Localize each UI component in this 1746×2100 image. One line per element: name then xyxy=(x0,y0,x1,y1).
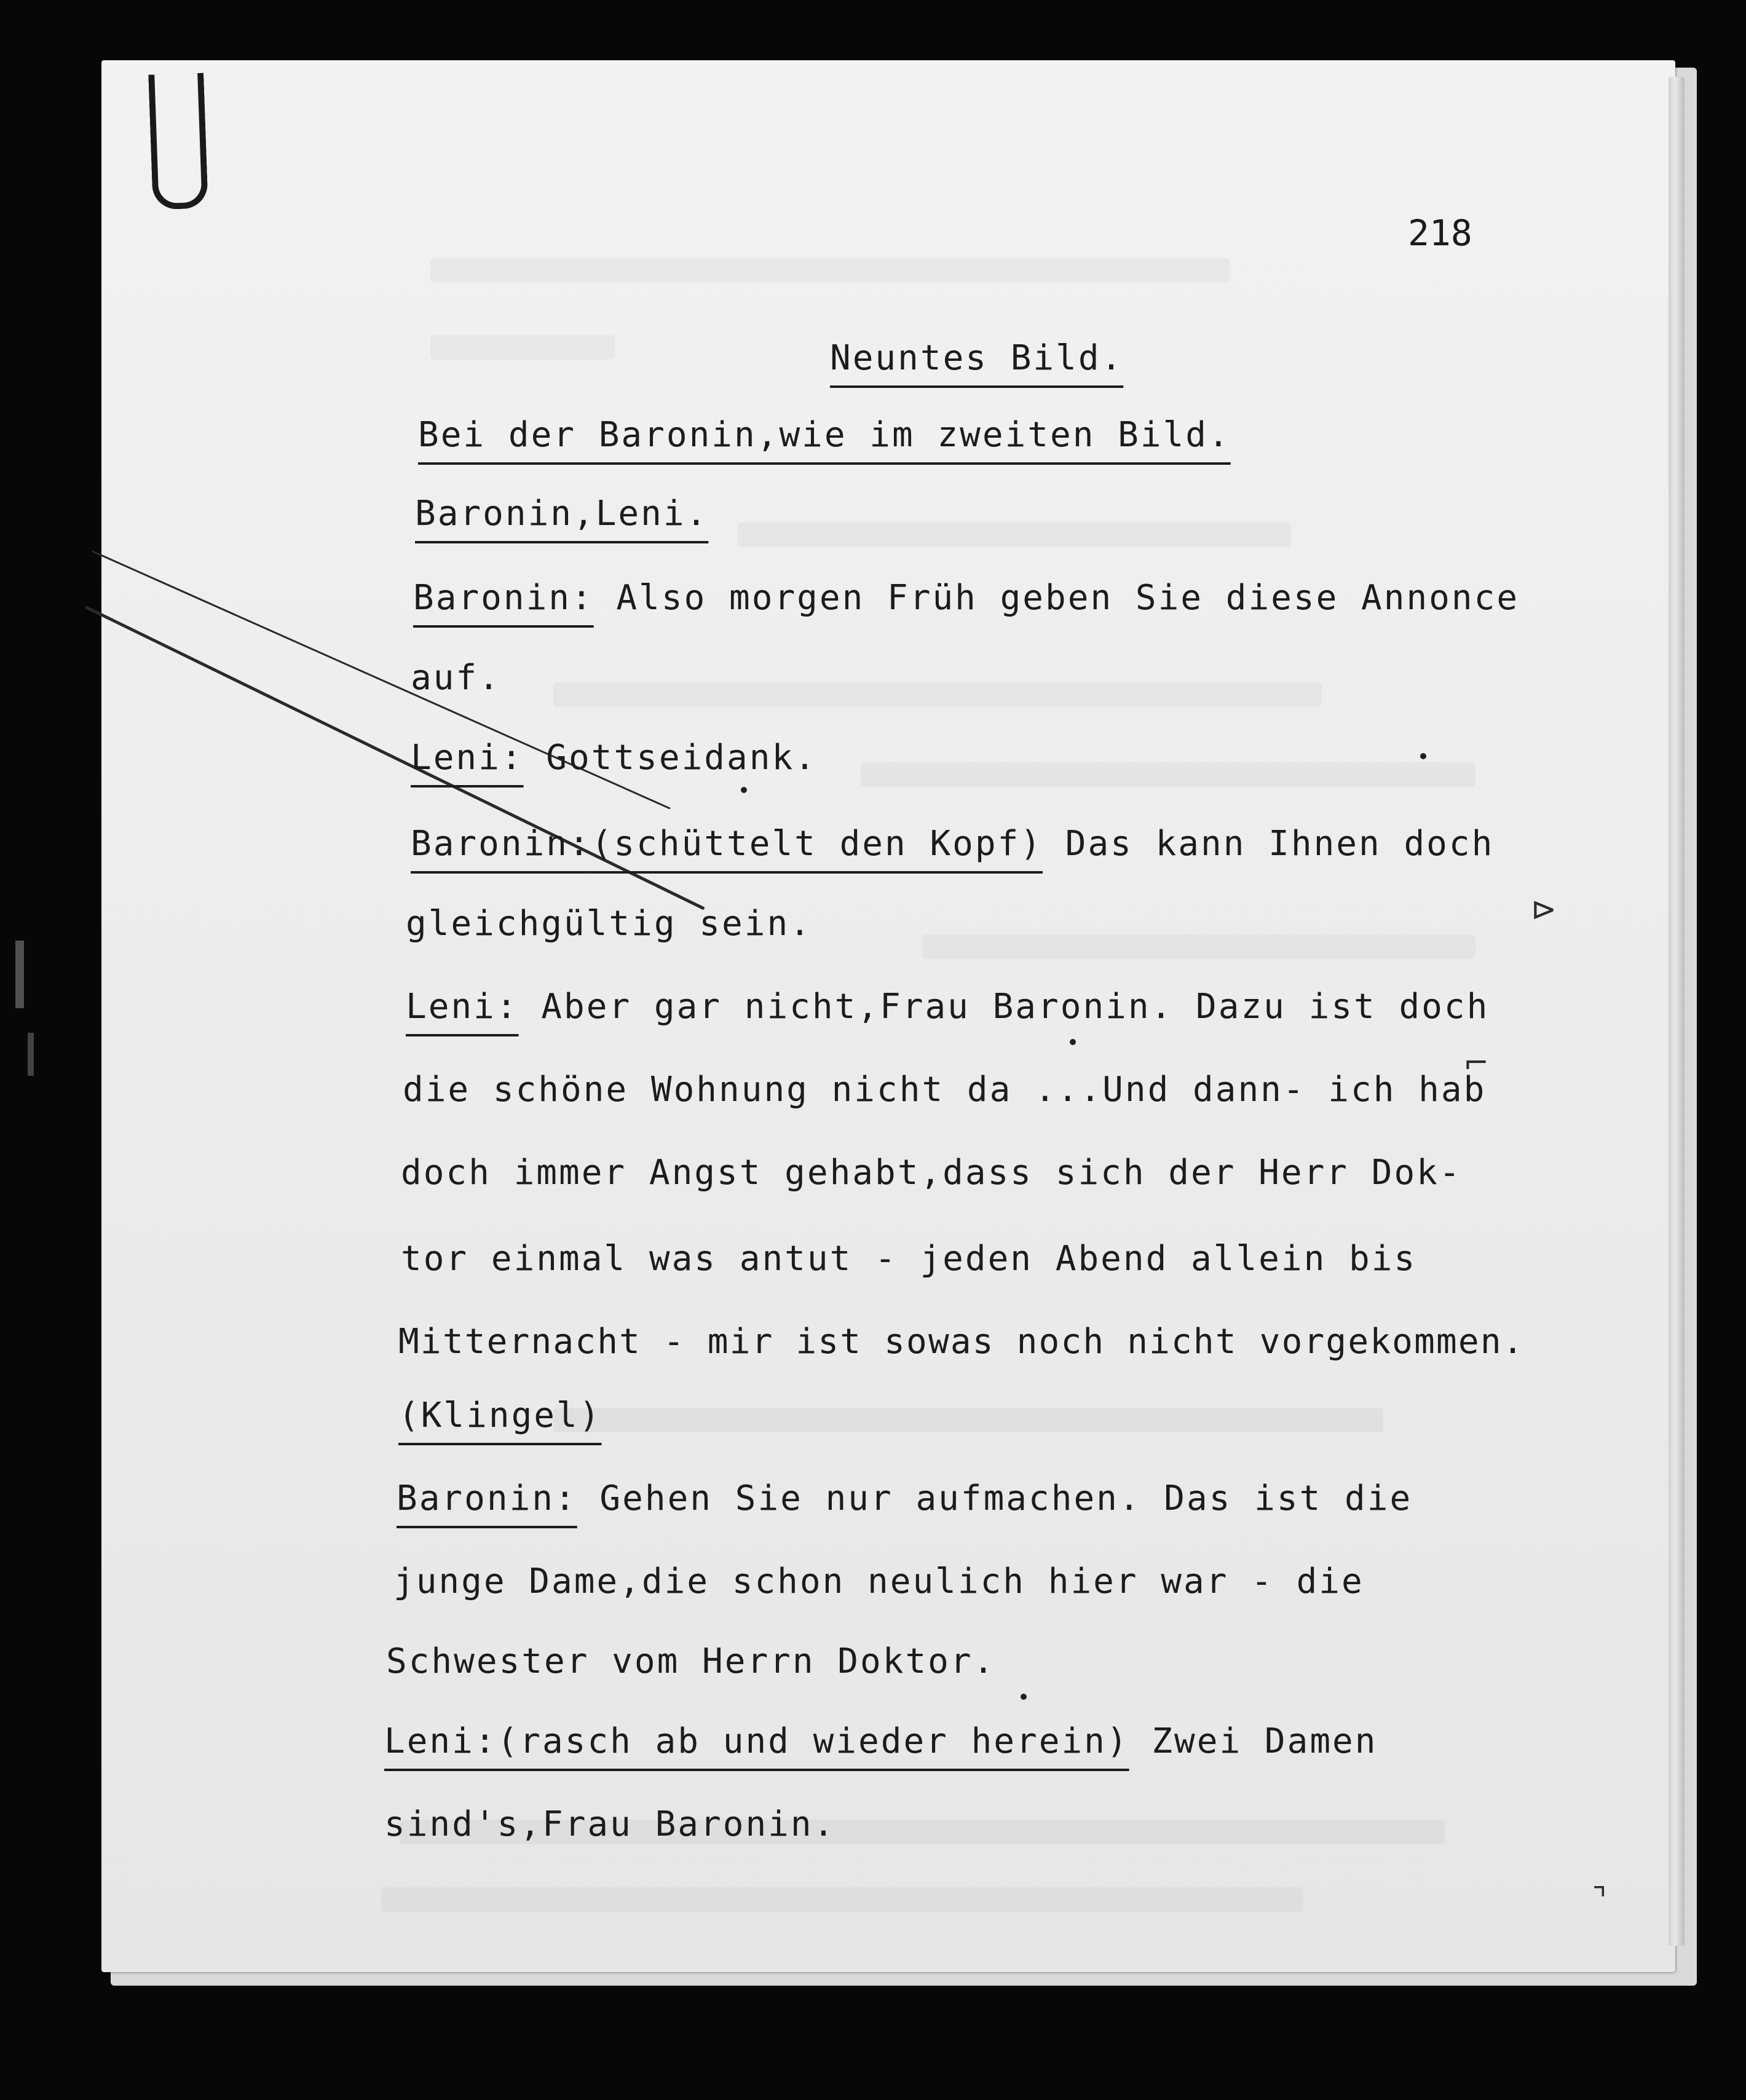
dialogue-text: Also morgen Früh geben Sie diese Annonce xyxy=(593,578,1520,618)
dialogue-text: die schöne Wohnung nicht da ...Und dann- ich hab xyxy=(403,1070,1487,1110)
bleed-through-mark xyxy=(922,934,1475,959)
pencil-hook-mark: ⌝ xyxy=(1592,1881,1607,1917)
dialogue-text: Aber gar nicht,Frau Baronin. Dazu ist doch xyxy=(518,987,1490,1027)
dialogue-line xyxy=(384,1721,1378,1761)
margin-check-mark: ⊳ xyxy=(1531,891,1557,927)
bleed-through-mark xyxy=(861,762,1475,787)
bleed-through-mark xyxy=(381,1887,1303,1912)
speaker-label: Baronin: xyxy=(411,824,591,864)
speaker-label: Leni: xyxy=(411,738,524,778)
ink-dot xyxy=(1420,753,1426,759)
dialogue-text: Das kann Ihnen doch xyxy=(1043,824,1495,864)
dialogue-text: sind's,Frau Baronin. xyxy=(384,1804,836,1844)
stage-direction: (schüttelt den Kopf) xyxy=(591,824,1043,864)
dialogue-text: tor einmal was antut - jeden Abend allein bis xyxy=(401,1239,1417,1279)
dialogue-line xyxy=(401,1239,1417,1279)
film-margin-mark xyxy=(28,1033,34,1076)
ink-dot xyxy=(741,787,747,793)
dialogue-line xyxy=(397,1478,1413,1518)
stage-direction: (Klingel) xyxy=(398,1395,602,1435)
dialogue-line xyxy=(406,987,1490,1027)
pencil-hook-mark: ⌐ xyxy=(1463,1045,1489,1081)
bleed-through-mark xyxy=(430,335,615,360)
dialogue-line xyxy=(398,1395,602,1435)
dialogue-text: junge Dame,die schon neulich hier war - die xyxy=(393,1561,1364,1601)
dialogue-text: auf. xyxy=(411,658,501,698)
ink-dot xyxy=(1021,1694,1027,1700)
stage-direction: Bei der Baronin,wie im zweiten Bild. xyxy=(418,415,1231,455)
dialogue-line xyxy=(393,1561,1364,1601)
dialogue-line xyxy=(384,1804,836,1844)
paper-clip-icon xyxy=(148,73,208,210)
cast-list: Baronin,Leni. xyxy=(415,494,709,534)
dialogue-line xyxy=(401,1153,1462,1193)
dialogue-text: Zwei Damen xyxy=(1129,1721,1378,1761)
ink-dot xyxy=(1070,1039,1076,1045)
dialogue-text: Mitternacht - mir ist sowas noch nicht vorgekommen. xyxy=(398,1322,1525,1362)
cast-line xyxy=(415,494,709,534)
dialogue-line xyxy=(411,658,501,698)
bleed-through-mark xyxy=(738,523,1291,547)
scene-title: Neuntes Bild. xyxy=(830,338,1124,378)
film-margin-mark xyxy=(15,941,24,1008)
dialogue-text: doch immer Angst gehabt,dass sich der Herr Dok- xyxy=(401,1153,1462,1193)
stage-direction: (rasch ab und wieder herein) xyxy=(497,1721,1129,1761)
dialogue-line xyxy=(403,1070,1487,1110)
speaker-label: Leni: xyxy=(384,1721,497,1761)
speaker-label: Baronin: xyxy=(413,578,594,618)
dialogue-line xyxy=(411,738,817,778)
speaker-label: Leni: xyxy=(406,987,519,1027)
dialogue-line xyxy=(386,1641,996,1681)
speaker-label: Baronin: xyxy=(397,1478,577,1518)
dialogue-line xyxy=(411,824,1495,864)
dialogue-line xyxy=(413,578,1520,618)
dialogue-text: Gehen Sie nur aufmachen. Das ist die xyxy=(577,1478,1413,1518)
dialogue-line xyxy=(398,1322,1525,1362)
dialogue-text: gleichgültig sein. xyxy=(406,904,812,944)
bleed-through-mark xyxy=(553,1408,1383,1432)
dialogue-text: Schwester vom Herrn Doktor. xyxy=(386,1641,996,1681)
page-number: 218 xyxy=(1408,212,1472,254)
bleed-through-mark xyxy=(430,258,1230,283)
page-stack-edge xyxy=(1669,77,1685,1946)
bleed-through-mark xyxy=(553,682,1322,707)
dialogue-line xyxy=(406,904,812,944)
dialogue-text: Gottseidank. xyxy=(523,738,817,778)
